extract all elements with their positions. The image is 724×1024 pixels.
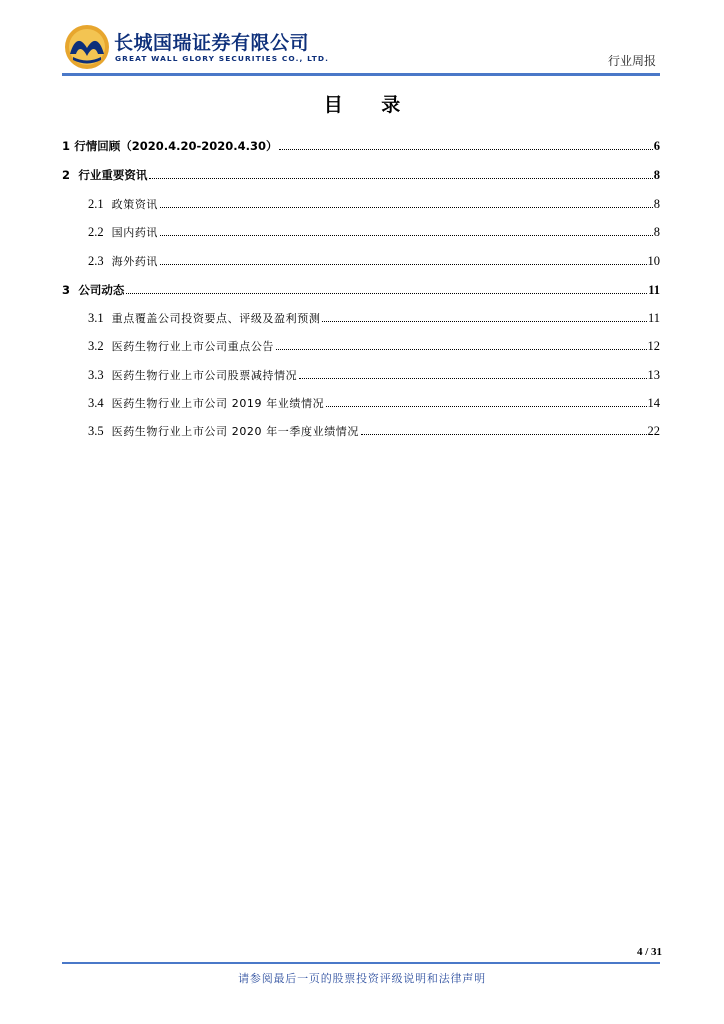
toc-leader-dots [299, 378, 646, 379]
toc-leader-dots [322, 321, 647, 322]
company-name-en: GREAT WALL GLORY SECURITIES CO., LTD. [115, 54, 329, 63]
toc-leader-dots [326, 406, 646, 407]
toc-entry-number: 1 [62, 139, 71, 153]
toc-entry-label: 行情回顾（2020.4.20-2020.4.30） [74, 139, 278, 153]
toc-leader-dots [126, 293, 647, 294]
toc-entry-label: 医药生物行业上市公司股票减持情况 [111, 369, 298, 382]
toc-entry-label: 公司动态 [78, 283, 125, 297]
toc-entry[interactable] [62, 167, 660, 187]
toc-entry[interactable] [88, 367, 660, 387]
toc-entry-number: 2.1 [88, 197, 104, 211]
toc-entry[interactable] [88, 395, 660, 415]
toc-entry-page: 8 [653, 197, 660, 211]
toc-entry[interactable] [88, 310, 660, 330]
toc-entry-number: 3.5 [88, 424, 104, 438]
toc-entry-label: 医药生物行业上市公司 2019 年业绩情况 [111, 397, 325, 410]
toc-entry[interactable] [88, 224, 660, 244]
toc-entry-label: 国内药讯 [111, 226, 159, 239]
company-logo-icon [64, 24, 110, 70]
toc-entry-page: 8 [653, 225, 660, 239]
toc-entry-page: 12 [647, 339, 660, 353]
company-name-cn: 长城国瑞证券有限公司 [114, 32, 310, 54]
toc-leader-dots [149, 178, 652, 179]
toc-leader-dots [276, 349, 646, 350]
toc-leader-dots [160, 264, 646, 265]
toc-entry-page: 11 [648, 283, 660, 297]
toc-entry-page: 22 [647, 424, 660, 438]
toc-entry[interactable] [88, 338, 660, 358]
toc-entry-label: 行业重要资讯 [78, 168, 148, 182]
toc-entry[interactable] [88, 253, 660, 273]
toc-entry[interactable] [62, 282, 660, 302]
toc-title: 目 录 [323, 94, 417, 116]
toc-leader-dots [279, 149, 652, 150]
toc-leader-dots [361, 434, 646, 435]
toc-entry-number: 2 [62, 168, 71, 182]
toc-entry-page: 11 [647, 311, 660, 325]
toc-entry-page: 8 [653, 168, 660, 182]
toc-entry-number: 3.3 [88, 368, 104, 382]
toc-entry-number: 3.4 [88, 396, 104, 410]
toc-entry-number: 3.2 [88, 339, 104, 353]
toc-entry-number: 3.1 [88, 311, 104, 325]
toc-entry[interactable] [88, 423, 660, 443]
toc-entry[interactable] [88, 196, 660, 216]
toc-entry-label: 政策资讯 [111, 198, 159, 211]
toc-entry-number: 3 [62, 283, 71, 297]
header-divider [62, 73, 660, 76]
report-type-label: 行业周报 [607, 54, 656, 68]
toc-entry[interactable] [62, 138, 660, 158]
toc-leader-dots [160, 207, 653, 208]
footer-divider [62, 962, 660, 964]
toc-entry-label: 医药生物行业上市公司重点公告 [111, 340, 275, 353]
toc-entry-label: 医药生物行业上市公司 2020 年一季度业绩情况 [111, 425, 360, 438]
toc-entry-label: 海外药讯 [111, 255, 159, 268]
page-header [62, 22, 660, 76]
toc-entry-page: 13 [647, 368, 660, 382]
toc-leader-dots [160, 235, 653, 236]
footer-disclaimer-link[interactable]: 请参阅最后一页的股票投资评级说明和法律声明 [238, 972, 486, 985]
toc-entry-number: 2.3 [88, 254, 104, 268]
toc-entry-page: 6 [653, 139, 660, 153]
toc-entry-number: 2.2 [88, 225, 104, 239]
toc-entry-page: 14 [647, 396, 660, 410]
page-number: 4 / 31 [636, 946, 662, 958]
toc-entry-page: 10 [647, 254, 660, 268]
toc-entry-label: 重点覆盖公司投资要点、评级及盈利预测 [111, 312, 321, 325]
